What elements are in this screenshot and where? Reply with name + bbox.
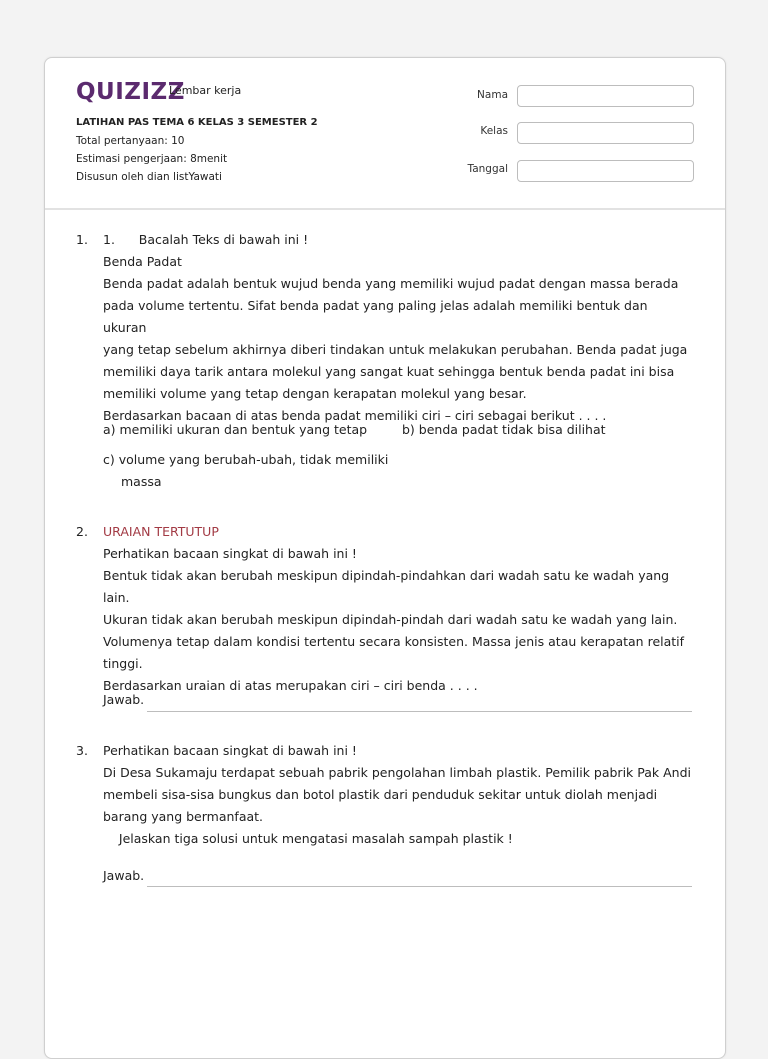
question-number: 3. <box>76 743 88 758</box>
worksheet-type: Lembar kerja <box>169 84 242 97</box>
total-questions: Total pertanyaan: 10 <box>76 135 185 147</box>
answer-label: Jawab. <box>103 868 145 883</box>
text-line: yang tetap sebelum akhirnya diberi tindakan untuk melakukan perubahan. Benda padat juga <box>103 342 688 357</box>
question-text <box>103 740 693 850</box>
class-field[interactable] <box>517 122 694 144</box>
text-line: Berdasarkan uraian di atas merupakan ciri – ciri benda . . . . <box>103 678 478 693</box>
text-line: Jelaskan tiga solusi untuk mengatasi masalah sampah plastik ! <box>103 831 513 846</box>
question-number: 1. <box>76 232 88 247</box>
text-line: Berdasarkan bacaan di atas benda padat memiliki ciri – ciri sebagai berikut . . . . <box>103 408 607 423</box>
question-number: 2. <box>76 524 88 539</box>
worksheet-header <box>45 58 725 210</box>
text-line: membeli sisa-sisa bungkus dan botol plastik dari penduduk sekitar untuk diolah menjadi <box>103 787 658 802</box>
text-line: tinggi. <box>103 656 143 671</box>
text-line: 1. Bacalah Teks di bawah ini ! <box>103 232 309 247</box>
option-c[interactable]: c) volume yang berubah-ubah, tidak memiliki <box>103 452 389 467</box>
text-line: Benda Padat <box>103 254 182 269</box>
author: Disusun oleh dian listYawati <box>76 171 222 183</box>
text-line: Volumenya tetap dalam kondisi tertentu secara konsisten. Massa jenis atau kerapatan relatif <box>103 634 685 649</box>
date-label: Tanggal <box>467 163 508 175</box>
class-label: Kelas <box>480 125 508 137</box>
option-a[interactable]: a) memiliki ukuran dan bentuk yang tetap <box>103 422 368 437</box>
text-line: pada volume tertentu. Sifat benda padat yang paling jelas adalah memiliki bentuk dan ukuran <box>103 298 648 335</box>
worksheet <box>44 57 726 1059</box>
question-type-tag: URAIAN TERTUTUP <box>103 524 219 539</box>
text-line: Perhatikan bacaan singkat di bawah ini ! <box>103 546 357 561</box>
question-text <box>103 229 693 427</box>
worksheet-title: LATIHAN PAS TEMA 6 KELAS 3 SEMESTER 2 <box>76 117 318 128</box>
text-line: Perhatikan bacaan singkat di bawah ini ! <box>103 743 357 758</box>
answer-line-3[interactable] <box>147 886 692 887</box>
answer-label: Jawab. <box>103 692 145 707</box>
question-text <box>103 521 693 697</box>
option-b[interactable]: b) benda padat tidak bisa dilihat <box>402 422 606 437</box>
quizizz-logo: QUIZIZZ <box>76 79 185 105</box>
answer-line-2[interactable] <box>147 711 692 712</box>
text-line: Di Desa Sukamaju terdapat sebuah pabrik pengolahan limbah plastik. Pemilik pabrik Pak Andi <box>103 765 691 780</box>
name-field[interactable] <box>517 85 694 107</box>
option-c-continued[interactable]: massa <box>121 474 162 489</box>
estimated-time: Estimasi pengerjaan: 8menit <box>76 153 228 165</box>
text-line: Benda padat adalah bentuk wujud benda yang memiliki wujud padat dengan massa berada <box>103 276 679 291</box>
text-line: memiliki volume yang tetap dengan kerapatan molekul yang besar. <box>103 386 527 401</box>
text-line: Bentuk tidak akan berubah meskipun dipindah-pindahkan dari wadah satu ke wadah yang lain. <box>103 568 670 605</box>
text-line: barang yang bermanfaat. <box>103 809 264 824</box>
text-line: memiliki daya tarik antara molekul yang sangat kuat sehingga bentuk benda padat ini bisa <box>103 364 675 379</box>
name-label: Nama <box>477 89 508 101</box>
date-field[interactable] <box>517 160 694 182</box>
text-line: Ukuran tidak akan berubah meskipun dipindah-pindah dari wadah satu ke wadah yang lain. <box>103 612 678 627</box>
